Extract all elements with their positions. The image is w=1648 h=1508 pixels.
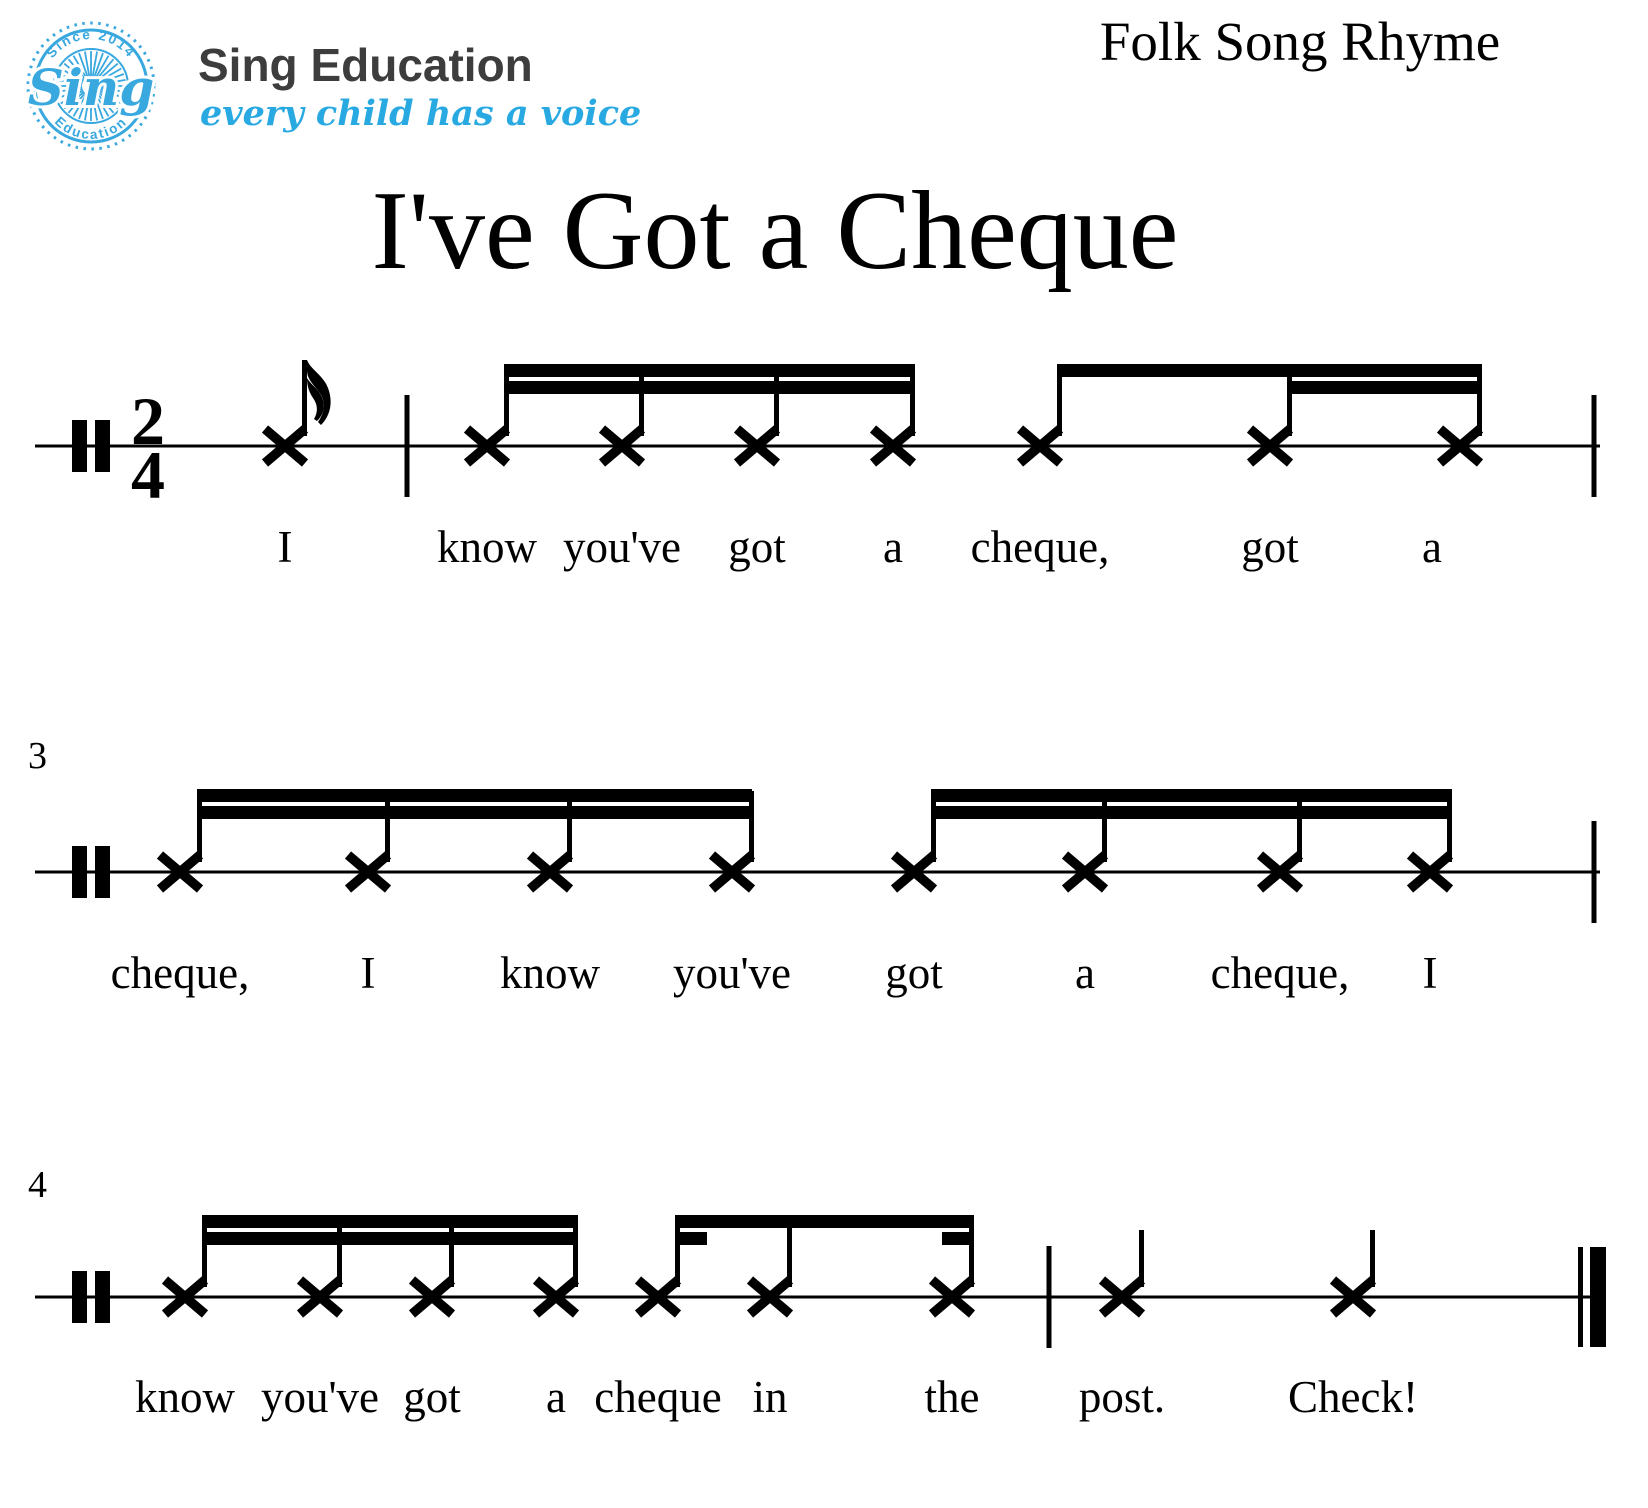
- note-stem: [449, 1217, 454, 1287]
- lyric: cheque,: [110, 948, 250, 998]
- lyric: Check!: [1288, 1372, 1418, 1422]
- lyric: got: [885, 948, 943, 998]
- beam-secondary: [504, 381, 639, 394]
- beam-secondary: [1302, 806, 1452, 819]
- note-stem: [675, 1217, 680, 1287]
- beam-secondary: [1107, 806, 1297, 819]
- lyric: you've: [562, 522, 682, 572]
- percussion-clef: [95, 1271, 110, 1323]
- note-stem: [1370, 1230, 1375, 1287]
- song-title: I've Got a Cheque: [371, 169, 1179, 293]
- lyric: cheque,: [970, 522, 1110, 572]
- barline: [1047, 1246, 1052, 1348]
- lyric: cheque: [594, 1372, 722, 1422]
- beam-secondary: [342, 1232, 449, 1245]
- note-stem: [1139, 1230, 1144, 1287]
- lyric: I: [277, 522, 293, 572]
- note-stem: [1287, 366, 1292, 436]
- lyric: got: [403, 1372, 461, 1422]
- lyric: in: [752, 1372, 788, 1422]
- note-stem: [1297, 791, 1302, 862]
- note-stem: [302, 360, 307, 436]
- beam-primary: [504, 364, 915, 377]
- time-signature-top: 2: [131, 383, 165, 459]
- lyric: a: [1075, 948, 1095, 998]
- notation: [28, 360, 1606, 1422]
- staff-system-2: [28, 735, 1600, 998]
- note-stem: [504, 366, 509, 436]
- lyric: post.: [1078, 1372, 1166, 1422]
- note-stem: [1102, 791, 1107, 862]
- beam-secondary: [644, 381, 774, 394]
- beam-primary: [197, 789, 752, 802]
- lyric: know: [500, 948, 600, 998]
- lyric: I: [1422, 948, 1438, 998]
- lyric: a: [546, 1372, 566, 1422]
- note-stem: [202, 1217, 207, 1287]
- note-stem: [573, 1217, 578, 1287]
- beam-secondary: [454, 1232, 578, 1245]
- note-stem: [774, 366, 779, 436]
- percussion-clef: [95, 420, 110, 472]
- logo-badge-bottom-text: Education: [51, 113, 131, 143]
- beam-secondary: [202, 1232, 337, 1245]
- final-barline-thin: [1578, 1247, 1583, 1347]
- staff-system-3: [28, 1164, 1606, 1422]
- beam-primary: [675, 1215, 974, 1228]
- lyric: you've: [260, 1372, 380, 1422]
- logo-badge-top-text: Since 2014: [43, 26, 139, 61]
- lyric: got: [1241, 522, 1299, 572]
- beam-secondary: [1287, 381, 1482, 394]
- percussion-clef: [72, 420, 87, 472]
- logo-wordmark: Sing Education: [198, 39, 533, 91]
- lyric: a: [883, 522, 903, 572]
- beam-secondary: [779, 381, 915, 394]
- staff-system-1: [35, 360, 1600, 572]
- note-stem: [787, 1217, 792, 1287]
- percussion-clef: [95, 846, 110, 898]
- note-stem: [385, 791, 390, 862]
- note-stem: [1477, 366, 1482, 436]
- lyric: I: [360, 948, 376, 998]
- beam-secondary: [390, 806, 567, 819]
- lyric: the: [924, 1372, 980, 1422]
- beam-primary: [1057, 364, 1482, 377]
- barline: [405, 395, 410, 497]
- logo-tagline: every child has a voice: [200, 93, 642, 134]
- note-stem: [969, 1217, 974, 1287]
- percussion-clef: [72, 846, 87, 898]
- beam-primary: [202, 1215, 578, 1228]
- measure-number: 4: [28, 1164, 47, 1206]
- note-stem: [197, 791, 202, 862]
- header: [28, 11, 1500, 149]
- note-stem: [639, 366, 644, 436]
- beam-secondary: [197, 806, 385, 819]
- logo-script-text: Sing: [27, 58, 155, 117]
- barline: [1592, 821, 1597, 923]
- lyric: know: [437, 522, 537, 572]
- time-signature-bottom: 4: [131, 437, 165, 513]
- lyric: a: [1422, 522, 1442, 572]
- lyric: know: [135, 1372, 235, 1422]
- time-signature: [131, 383, 165, 513]
- final-barline-thick: [1590, 1247, 1606, 1347]
- lyric: cheque,: [1210, 948, 1350, 998]
- sheet-type-label: Folk Song Rhyme: [1099, 11, 1501, 72]
- note-stem: [337, 1217, 342, 1287]
- note-stem: [931, 791, 936, 862]
- note-stem: [1057, 366, 1062, 436]
- beam-secondary: [931, 806, 1102, 819]
- percussion-clef: [72, 1271, 87, 1323]
- beam-secondary: [572, 806, 752, 819]
- lyric: got: [728, 522, 786, 572]
- lyric: you've: [672, 948, 792, 998]
- note-stem: [749, 791, 754, 862]
- note-stem: [1447, 791, 1452, 862]
- barline: [1592, 395, 1597, 497]
- beam-primary: [931, 789, 1452, 802]
- note-stem: [567, 791, 572, 862]
- measure-number: 3: [28, 735, 47, 777]
- note-stem: [910, 366, 915, 436]
- sing-education-logo: [28, 23, 154, 149]
